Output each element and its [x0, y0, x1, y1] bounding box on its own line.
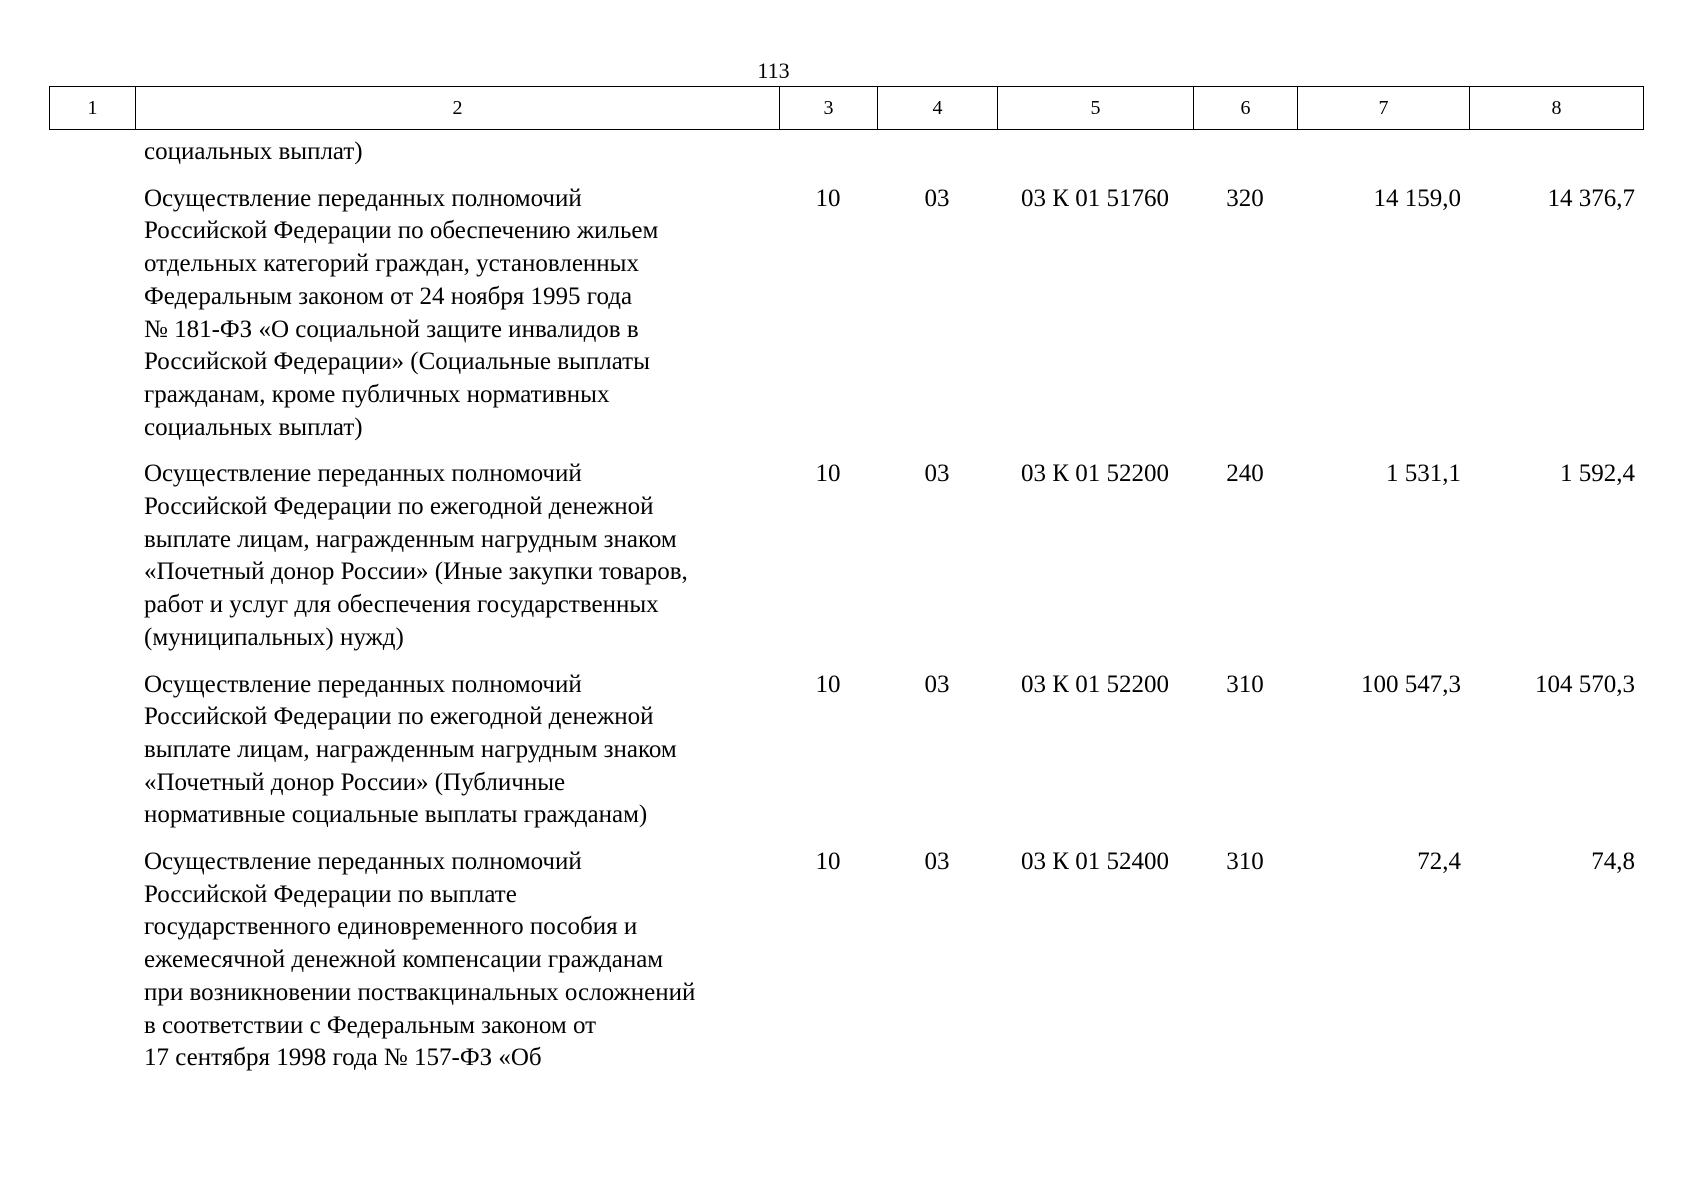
- table-row: [49, 183, 1643, 445]
- header-col-4: 4: [878, 87, 998, 130]
- row-amount-2: 1 592,4: [1560, 460, 1635, 488]
- row-description: социальных выплат): [144, 138, 363, 165]
- row-subsection: 03: [924, 848, 950, 876]
- row-section: 10: [815, 460, 841, 488]
- row-description: Осуществление переданных полномочий Российской Федерации по выплате государственного единовременного пособия и ежемесячной денежной компенсации гражданам при возникновении поствакцинальных осложнений в соответствии с Федеральным законом от 17 сентября 1998 года № 157-ФЗ «Об: [144, 848, 696, 1072]
- header-col-3: 3: [780, 87, 878, 130]
- header-col-7: 7: [1298, 87, 1470, 130]
- row-amount-2: 14 376,7: [1547, 184, 1635, 212]
- row-subsection: 03: [924, 460, 950, 488]
- header-col-5: 5: [998, 87, 1194, 130]
- row-expense-type: 320: [1226, 184, 1264, 212]
- header-col-6: 6: [1194, 87, 1298, 130]
- row-target-code: 03 К 01 51760: [1021, 184, 1169, 212]
- row-description: Осуществление переданных полномочий Российской Федерации по ежегодной денежной выплате лицам, награжденным нагрудным знаком «Почетный донор России» (Публичные нормативные социальные выплаты гражданам): [144, 670, 677, 829]
- row-description: Осуществление переданных полномочий Российской Федерации по обеспечению жильем отдельных категорий граждан, установленных Федеральным законом от 24 ноября 1995 года № 181-ФЗ «О социальной защите инвалидов в Российской Федерации» (Социальные выплаты гражданам, кроме публичных нормативных социальных выплат): [144, 184, 659, 441]
- row-target-code: 03 К 01 52200: [1021, 670, 1169, 698]
- row-section: 10: [815, 184, 841, 212]
- row-subsection: 03: [924, 670, 950, 698]
- row-expense-type: 240: [1226, 460, 1264, 488]
- row-description: Осуществление переданных полномочий Российской Федерации по ежегодной денежной выплате лицам, награжденным нагрудным знаком «Почетный донор России» (Иные закупки товаров, работ и услуг для обеспечения государственных (муниципальных) нужд): [144, 460, 688, 651]
- row-expense-type: 310: [1226, 848, 1264, 876]
- table-row: [49, 136, 1643, 169]
- page-number-text: 113: [757, 58, 790, 83]
- table-row: [49, 846, 1643, 1075]
- table-row: [49, 669, 1643, 833]
- budget-table-body: [49, 130, 1643, 1075]
- row-amount-1: 1 531,1: [1386, 460, 1461, 488]
- header-col-8: 8: [1470, 87, 1644, 130]
- row-section: 10: [815, 670, 841, 698]
- table-row: [49, 458, 1643, 654]
- row-target-code: 03 К 01 52200: [1021, 460, 1169, 488]
- row-expense-type: 310: [1226, 670, 1264, 698]
- row-target-code: 03 К 01 52400: [1021, 848, 1169, 876]
- row-amount-2: 104 570,3: [1535, 670, 1635, 698]
- header-col-2: 2: [136, 87, 780, 130]
- row-amount-2: 74,8: [1591, 848, 1635, 876]
- page-number: [0, 58, 1697, 84]
- row-subsection: 03: [924, 184, 950, 212]
- header-col-1: 1: [50, 87, 136, 130]
- row-amount-1: 14 159,0: [1373, 184, 1461, 212]
- row-amount-1: 72,4: [1417, 848, 1461, 876]
- row-amount-1: 100 547,3: [1361, 670, 1461, 698]
- row-section: 10: [815, 848, 841, 876]
- column-number-header: [49, 86, 1644, 130]
